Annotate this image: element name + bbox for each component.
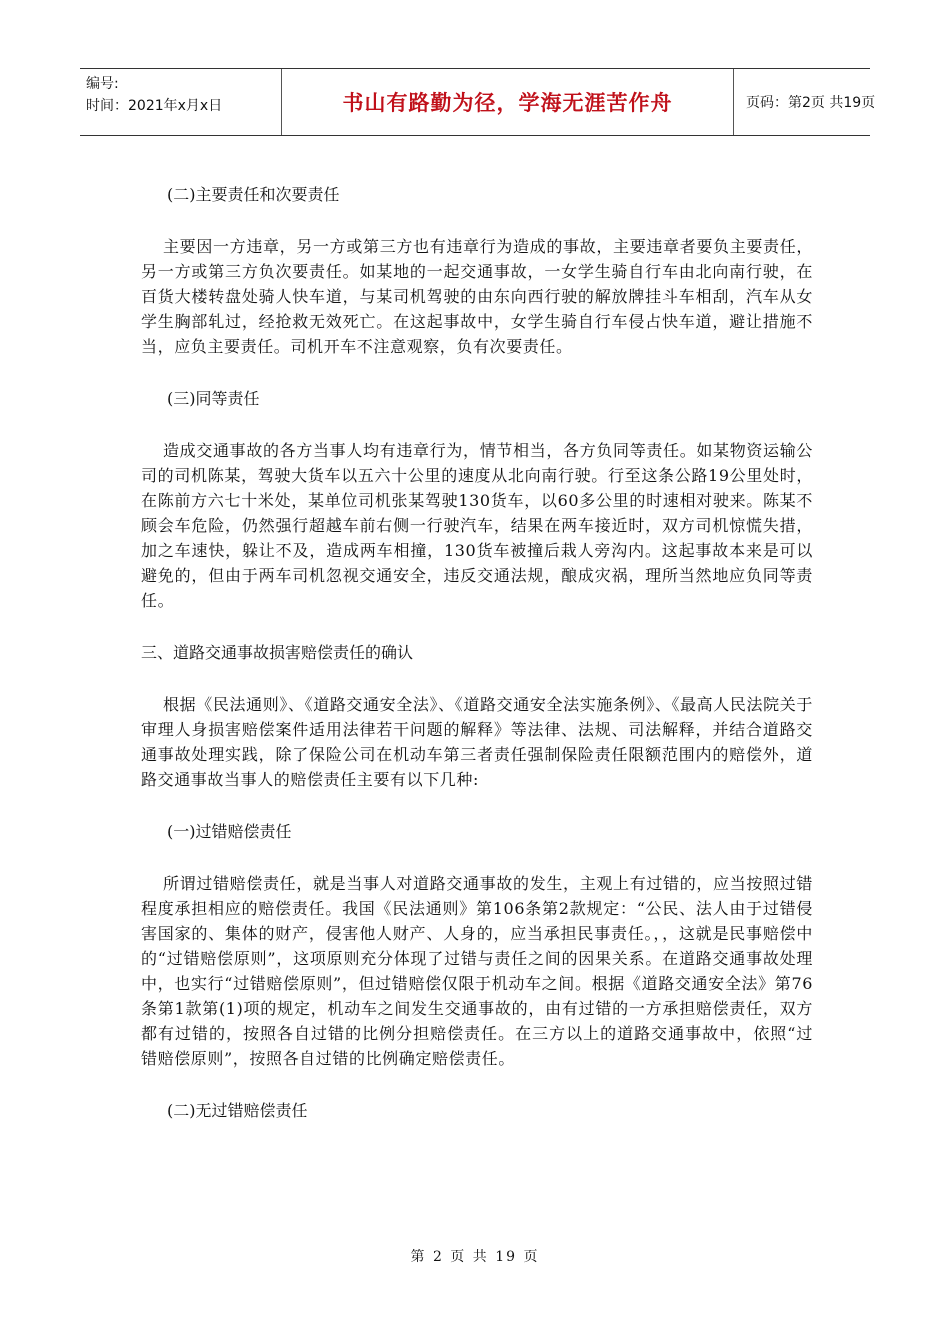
header-motto-cell: [282, 69, 734, 135]
paragraph: 根据《民法通则》、《道路交通安全法》、《道路交通安全法实施条例》、《最高人民法院关于审理人身损害赔偿案件适用法律若干问题的解释》等法律、法规、司法解释，并结合道路交通事故处理实践，除了保险公司在机动车第三者责任强制保险责任限额范围内的赔偿外，道路交通事故当事人的赔偿责任主要有以下几种:: [141, 695, 813, 789]
page-footer: 第 2 页 共 19 页: [410, 1249, 540, 1265]
document-body: [141, 182, 813, 1123]
paragraph: 所谓过错赔偿责任，就是当事人对道路交通事故的发生，主观上有过错的，应当按照过错程度承担相应的赔偿责任。我国《民法通则》第106条第2款规定：“公民、法人由于过错侵害国家的、集体的财产，侵害他人财产、人身的，应当承担民事责任。，，这就是民事赔偿中的“过错赔偿原则”，这项原则充分体现了过错与责任之间的因果关系。在道路交通事故处理中，也实行“过错赔偿原则”，但过错赔偿仅限于机动车之间。根据《道路交通安全法》第76条第1款第(1)项的规定，机动车之间发生交通事故的，由有过错的一方承担赔偿责任，双方都有过错的，按照各自过错的比例分担赔偿责任。在三方以上的道路交通事故中，依照“过错赔偿原则”，按照各自过错的比例确定赔偿责任。: [141, 874, 813, 1068]
paragraph: 主要因一方违章，另一方或第三方也有违章行为造成的事故，主要违章者要负主要责任，另一方或第三方负次要责任。如某地的一起交通事故，一女学生骑自行车由北向南行驶，在百货大楼转盘处骑人快车道，与某司机驾驶的由东向西行驶的解放牌挂斗车相刮，汽车从女学生胸部轧过，经抢救无效死亡。在这起事故中，女学生骑自行车侵占快车道，避让措施不当，应负主要责任。司机开车不注意观察，负有次要责任。: [141, 237, 813, 356]
page-header: [80, 68, 876, 136]
section-heading: (三)同等责任: [167, 389, 260, 408]
header-meta: [80, 69, 282, 135]
section-heading: (二)无过错赔偿责任: [167, 1101, 308, 1120]
section-heading: (二)主要责任和次要责任: [167, 185, 340, 204]
header-motto: 书山有路勤为径，学海无涯苦作舟: [342, 91, 673, 115]
paragraph: 造成交通事故的各方当事人均有违章行为，情节相当，各方负同等责任。如某物资运输公司的司机陈某，驾驶大货车以五六十公里的速度从北向南行驶。行至这条公路19公里处时，在陈前方六七十米处，某单位司机张某驾驶130货车，以60多公里的时速相对驶来。陈某不顾会车危险，仍然强行超越车前右侧一行驶汽车，结果在两车接近时，双方司机惊慌失措，加之车速快，躲让不及，造成两车相撞，130货车被撞后栽人旁沟内。这起事故本来是可以避免的，但由于两车司机忽视交通安全，违反交通法规，酿成灾祸，理所当然地应负同等责任。: [141, 441, 813, 610]
section-heading: (一)过错赔偿责任: [167, 822, 292, 841]
document-time-label: 时间：2021年x月x日: [86, 98, 223, 114]
header-page-number: 页码：第2页 共19页: [746, 95, 876, 111]
section-heading: 三、道路交通事故损害赔偿责任的确认: [141, 643, 414, 662]
document-number-label: 编号:: [86, 76, 119, 92]
